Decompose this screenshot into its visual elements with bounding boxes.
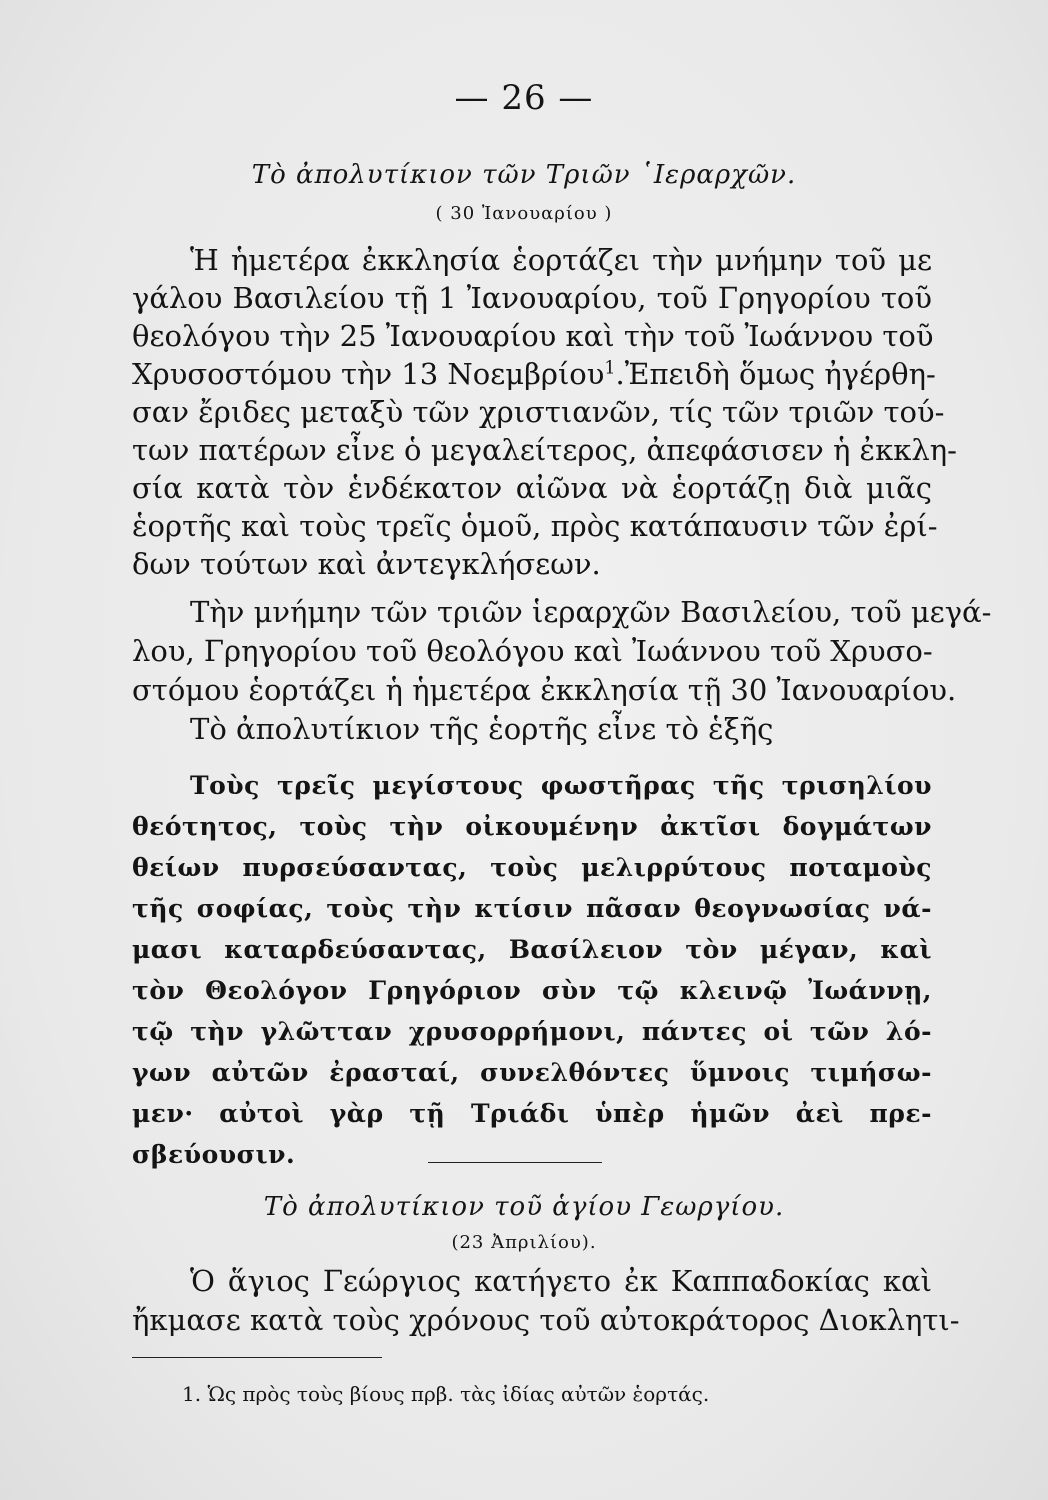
paragraph-line: λου, Γρηγορίου τοῦ θεολόγου καὶ Ἰωάννου τοῦ Χρυσο-	[132, 634, 933, 668]
footnote: 1. Ὡς πρὸς τοὺς βίους πρβ. τὰς ἰδίας αὐτῶν ἑορτάς.	[182, 1382, 710, 1406]
hymn-line: θείων πυρσεύσαντας, τοὺς μελιρρύτους ποταμοὺς	[132, 853, 932, 882]
hymn-line: τῆς σοφίας, τοὺς τὴν κτίσιν πᾶσαν θεογνωσίας νά-	[132, 894, 932, 923]
paragraph-line: Ὁ ἅγιος Γεώργιος κατήγετο ἐκ Καππαδοκίας καὶ	[190, 1264, 932, 1298]
paragraph-line: Ἡ ἡμετέρα ἐκκλησία ἑορτάζει τὴν μνήμην τοῦ με	[190, 243, 932, 277]
footnote-marker: 1	[604, 358, 616, 379]
hymn-line: μασι καταρδεύσαντας, Βασίλειον τὸν μέγαν, καὶ	[132, 935, 932, 964]
paragraph-text: Χρυσοστόμου τὴν 13 Νοεμβρίου	[132, 357, 605, 391]
hymn-line: γων αὐτῶν ἐρασταί, συνελθόντες ὕμνοις τιμήσω-	[132, 1058, 932, 1087]
paragraph-line: θεολόγου τὴν 25 Ἰανουαρίου καὶ τὴν τοῦ Ἰωάννου τοῦ	[132, 319, 934, 353]
paragraph-line-end: Ἐπειδὴ ὅμως ἠγέρθη-	[624, 357, 936, 391]
paragraph-line: ἤκμασε κατὰ τοὺς χρόνους τοῦ αὐτοκράτορος Διοκλητι-	[132, 1303, 960, 1337]
paragraph-line: γάλου Βασιλείου τῇ 1 Ἰανουαρίου, τοῦ Γρηγορίου τοῦ	[132, 281, 932, 315]
hymn-line: μεν· αὐτοὶ γὰρ τῇ Τριάδι ὑπὲρ ἡμῶν ἀεὶ πρε-	[132, 1099, 932, 1128]
section-divider	[428, 1162, 602, 1163]
page-number: — 26 —	[454, 78, 594, 118]
section-date-three-hierarchs: ( 30 Ἰανουαρίου )	[435, 203, 613, 224]
paragraph-line	[132, 357, 936, 391]
section-date-saint-george: (23 Ἀπριλίου).	[451, 1232, 597, 1253]
paragraph-line-start: Χρυσοστόμου τὴν 13 Νοεμβρίου$^1$.	[132, 357, 625, 391]
paragraph-line: σαν ἔριδες μεταξὺ τῶν χριστιανῶν, τίς τῶν τριῶν τού-	[132, 395, 945, 429]
paragraph-line: Τὸ ἀπολυτίκιον τῆς ἑορτῆς εἶνε τὸ ἑξῆς	[190, 712, 774, 746]
paragraph-line: των πατέρων εἶνε ὁ μεγαλείτερος, ἀπεφάσισεν ἡ ἐκκλη-	[132, 433, 957, 467]
paragraph-line: στόμου ἑορτάζει ἡ ἡμετέρα ἐκκλησία τῇ 30 Ἰανουαρίου.	[132, 673, 957, 707]
footnote-divider	[132, 1357, 382, 1358]
paragraph-line: Τὴν μνήμην τῶν τριῶν ἱεραρχῶν Βασιλείου, τοῦ μεγά-	[190, 595, 992, 629]
paragraph-line: δων τούτων καὶ ἀντεγκλήσεων.	[132, 547, 601, 581]
section-title-saint-george: Τὸ ἀπολυτίκιον τοῦ ἁγίου Γεωργίου.	[263, 1192, 785, 1222]
paragraph-line: ἑορτῆς καὶ τοὺς τρεῖς ὁμοῦ, πρὸς κατάπαυσιν τῶν ἐρί-	[132, 509, 938, 543]
hymn-line: τῷ τὴν γλῶτταν χρυσορρήμονι, πάντες οἱ τῶν λό-	[132, 1017, 932, 1046]
hymn-line: σβεύουσιν.	[132, 1140, 296, 1169]
hymn-line: θεότητος, τοὺς τὴν οἰκουμένην ἀκτῖσι δογμάτων	[132, 812, 932, 841]
hymn-line: Τοὺς τρεῖς μεγίστους φωστῆρας τῆς τρισηλίου	[190, 771, 932, 800]
paragraph-line: σία κατὰ τὸν ἑνδέκατον αἰῶνα νὰ ἑορτάζῃ διὰ μιᾶς	[132, 471, 932, 505]
hymn-line: τὸν Θεολόγον Γρηγόριον σὺν τῷ κλεινῷ Ἰωάννῃ,	[132, 976, 932, 1005]
section-title-three-hierarchs: Τὸ ἀπολυτίκιον τῶν Τριῶν ῾Ιεραρχῶν.	[251, 160, 797, 190]
